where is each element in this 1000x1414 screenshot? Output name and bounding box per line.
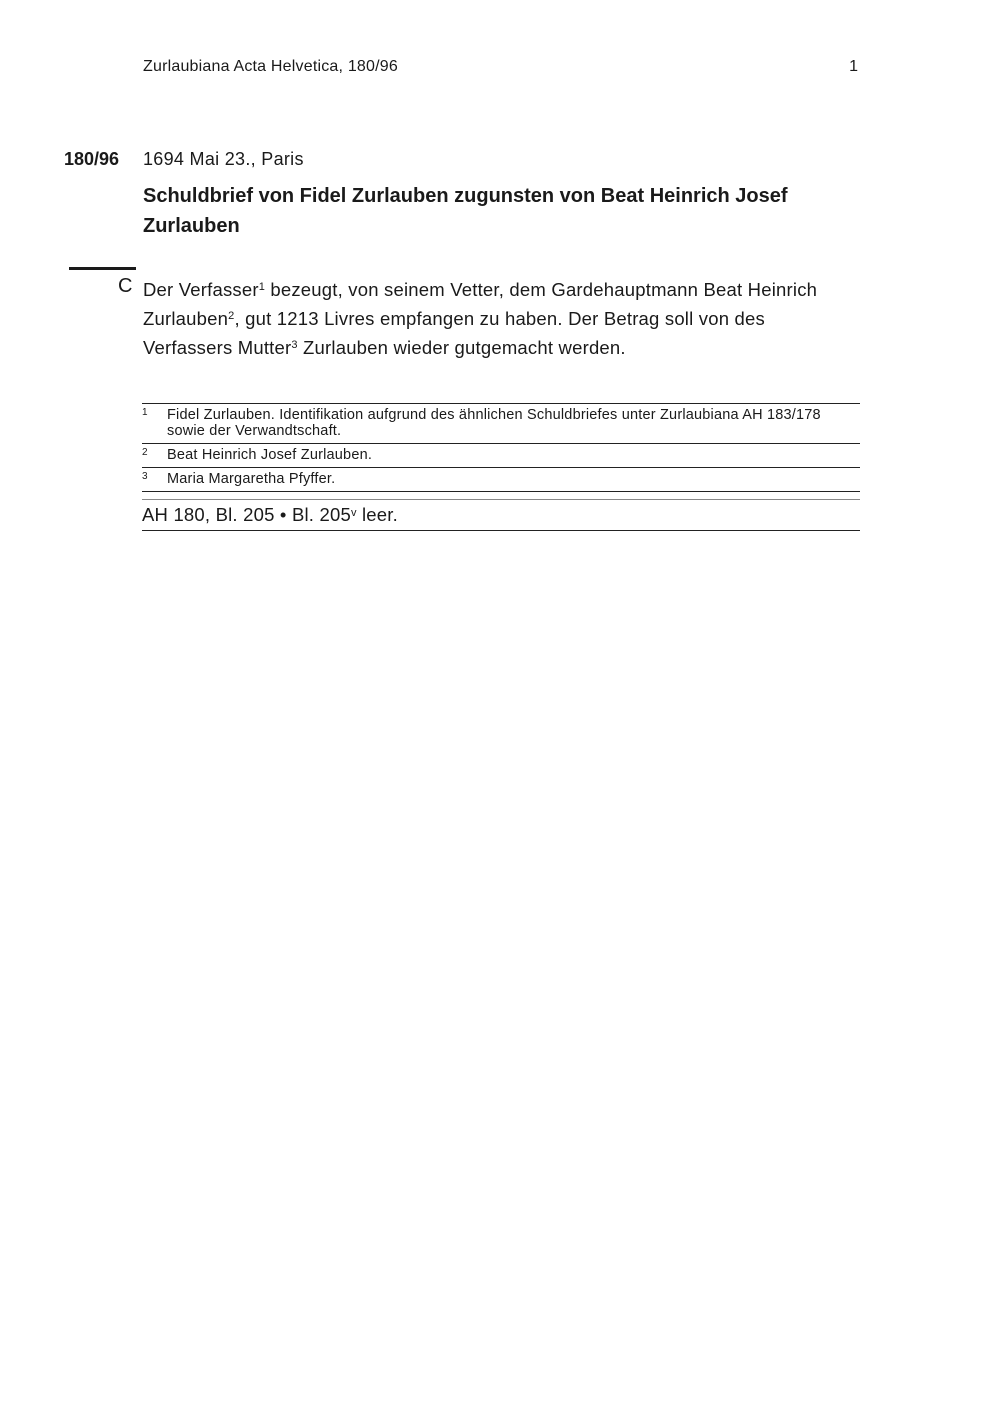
- footnote: [142, 404, 860, 444]
- footnotes: [142, 403, 860, 492]
- abstract-text-3: , gut 1213 Livres empfangen zu haben. Der Betrag soll von des Verfassers Mutter: [143, 308, 765, 358]
- footnote-text: Maria Margaretha Pfyffer.: [167, 471, 336, 487]
- footnote-number: 3: [142, 471, 148, 482]
- source-suffix: leer.: [356, 504, 398, 525]
- footnote-ref-3[interactable]: 3: [291, 339, 298, 351]
- abstract-text-4: Zurlauben wieder gutgemacht werden.: [297, 337, 626, 358]
- footnote: [142, 444, 860, 468]
- source-reference: [142, 499, 860, 531]
- abstract-text-2: bezeugt, von seinem Vetter, dem Gardehauptmann Beat Heinrich Zurlauben: [143, 279, 818, 329]
- source-text: AH 180, Bl. 205 • Bl. 205: [142, 504, 351, 525]
- footnote-ref-1[interactable]: 1: [258, 281, 266, 293]
- footnote-number: 2: [142, 447, 148, 458]
- entry-date-place: 1694 Mai 23., Paris: [143, 149, 304, 169]
- running-title: Zurlaubiana Acta Helvetica, 180/96: [143, 58, 398, 75]
- witness-rule: [69, 267, 136, 270]
- footnote-text: Fidel Zurlauben. Identifikation aufgrund des ähnlichen Schuldbriefes unter Zurlaubiana AH 183/178 sowie der Verwandtschaft.: [167, 407, 821, 439]
- entry-title: Schuldbrief von Fidel Zurlauben zugunsten von Beat Heinrich Josef Zurlauben: [143, 185, 788, 237]
- source-verso-mark: v: [350, 507, 357, 519]
- abstract-text-1: Der Verfasser: [143, 279, 259, 300]
- page-number: 1: [849, 58, 858, 75]
- footnote-text: Beat Heinrich Josef Zurlauben.: [167, 447, 373, 463]
- footnote-number: 1: [142, 407, 148, 418]
- footnote: [142, 468, 860, 492]
- witness-siglum: C: [118, 275, 133, 297]
- abstract: [143, 275, 858, 362]
- footnote-ref-2[interactable]: 2: [228, 310, 235, 322]
- entry-number: 180/96: [64, 149, 120, 169]
